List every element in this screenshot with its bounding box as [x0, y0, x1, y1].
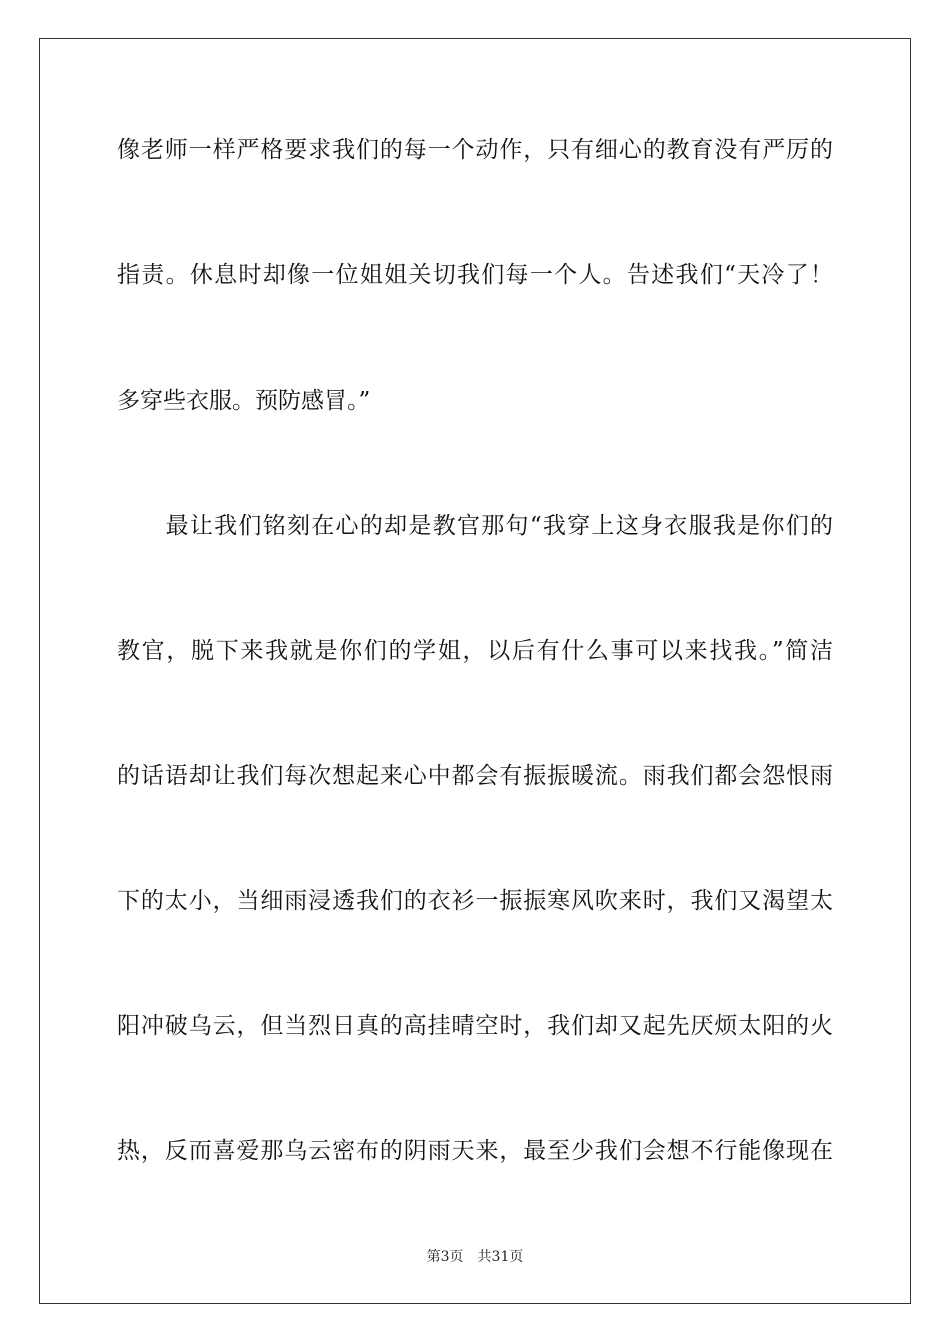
text-line: 的话语却让我们每次想起来心中都会有振振暖流。雨我们都会怨恨雨: [117, 763, 833, 789]
page-footer: [0, 1246, 950, 1266]
text-line: 最让我们铭刻在心的却是教官那句“我穿上这身衣服我是你们的: [117, 513, 833, 539]
text-line: 像老师一样严格要求我们的每一个动作，只有细心的教育没有严厉的: [117, 137, 833, 163]
text-line: 多穿些衣服。预防感冒。”: [117, 388, 371, 414]
page-total: 共31页: [477, 1249, 524, 1265]
page-border: [39, 38, 911, 1304]
text-line: 教官，脱下来我就是你们的学姐，以后有什么事可以来找我。”简洁: [117, 638, 833, 664]
text-line: 指责。休息时却像一位姐姐关切我们每一个人。告述我们“天冷了！: [117, 262, 833, 288]
text-line: 下的太小，当细雨浸透我们的衣衫一振振寒风吹来时，我们又渴望太: [117, 888, 833, 914]
page-number: 第3页: [426, 1249, 464, 1265]
text-line: 热，反而喜爱那乌云密布的阴雨天来，最至少我们会想不行能像现在: [117, 1138, 833, 1164]
text-line: 阳冲破乌云，但当烈日真的高挂晴空时，我们却又起先厌烦太阳的火: [117, 1013, 833, 1039]
